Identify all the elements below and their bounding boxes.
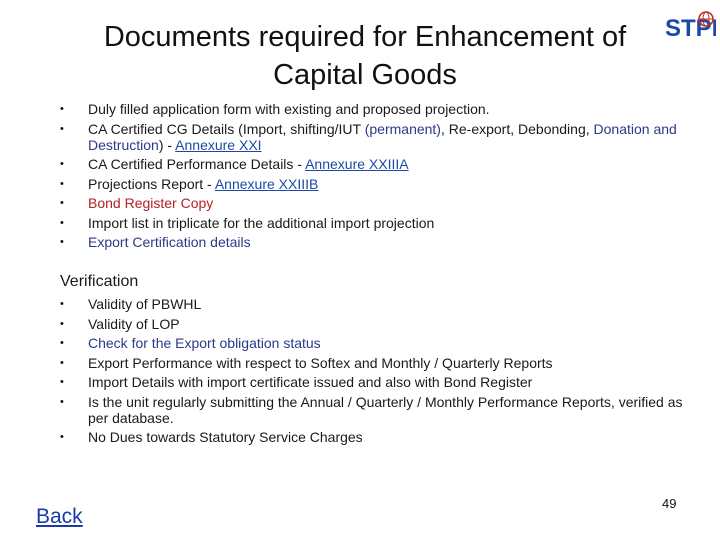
document-item [0, 156, 700, 172]
item-text: ) - [158, 136, 176, 153]
item-text: , Re-export, Debonding, [440, 120, 594, 137]
verification-item [0, 374, 700, 390]
bullet-icon: • [60, 197, 64, 209]
annexure-link[interactable]: Annexure XXI [175, 136, 262, 153]
back-link[interactable]: Back [36, 505, 83, 528]
item-text: Export Performance with respect to Softex and Monthly / Quarterly Reports [88, 354, 553, 371]
stpi-logo [662, 6, 716, 46]
verification-list [0, 296, 700, 449]
verification-item [0, 394, 700, 426]
document-item [0, 176, 700, 192]
item-text: Import Details with import certificate issued and also with Bond Register [88, 374, 533, 390]
bullet-icon: • [60, 376, 64, 388]
item-text: Validity of LOP [88, 315, 180, 332]
bullet-icon: • [60, 158, 64, 170]
item-text: CA Certified CG Details (Import, shifting/IUT [88, 120, 365, 137]
verification-item [0, 335, 700, 351]
bullet-icon: • [60, 122, 64, 135]
bullet-icon: • [60, 103, 64, 115]
verification-item [0, 316, 700, 332]
bullet-icon: • [60, 298, 64, 310]
item-text: Check for the Export obligation status [88, 335, 321, 351]
item-text: Duly filled application form with existing and proposed projection. [88, 101, 490, 117]
logo-text: STPI [665, 15, 716, 42]
document-item [0, 215, 700, 231]
item-text: Is the unit regularly submitting the Annual / Quarterly / Monthly Performance Reports, verified as per database. [88, 393, 683, 426]
bullet-icon: • [60, 236, 64, 248]
document-item [0, 195, 700, 211]
documents-list [0, 101, 700, 254]
verification-item [0, 429, 700, 445]
item-text: Projections Report - [88, 175, 215, 192]
verification-item [0, 296, 700, 312]
bullet-icon: • [60, 317, 64, 330]
bullet-icon: • [60, 356, 64, 369]
item-text: (permanent) [364, 120, 441, 137]
item-text: No Dues towards Statutory Service Charges [88, 429, 363, 445]
bullet-icon: • [60, 177, 64, 190]
page-title: Documents required for Enhancement of Capital Goods [103, 21, 627, 91]
item-text: CA Certified Performance Details - [88, 156, 306, 172]
document-item [0, 234, 700, 250]
item-text: Donation and Destruction [88, 120, 677, 153]
item-text: Export Certification details [88, 234, 251, 250]
annexure-link[interactable]: Annexure XXIIIB [214, 175, 319, 192]
bullet-icon: • [60, 216, 64, 229]
page-number: 49 [662, 496, 677, 511]
verification-heading: Verification [60, 273, 139, 290]
bullet-icon: • [60, 395, 64, 408]
item-text: Import list in triplicate for the additional import projection [88, 214, 435, 231]
bullet-icon: • [60, 337, 64, 349]
annexure-link[interactable]: Annexure XXIIIA [305, 156, 409, 172]
item-text: Bond Register Copy [88, 195, 214, 211]
item-text: Validity of PBWHL [88, 296, 202, 312]
document-item [0, 121, 700, 153]
bullet-icon: • [60, 431, 64, 443]
document-item [0, 101, 700, 117]
verification-item [0, 355, 700, 371]
